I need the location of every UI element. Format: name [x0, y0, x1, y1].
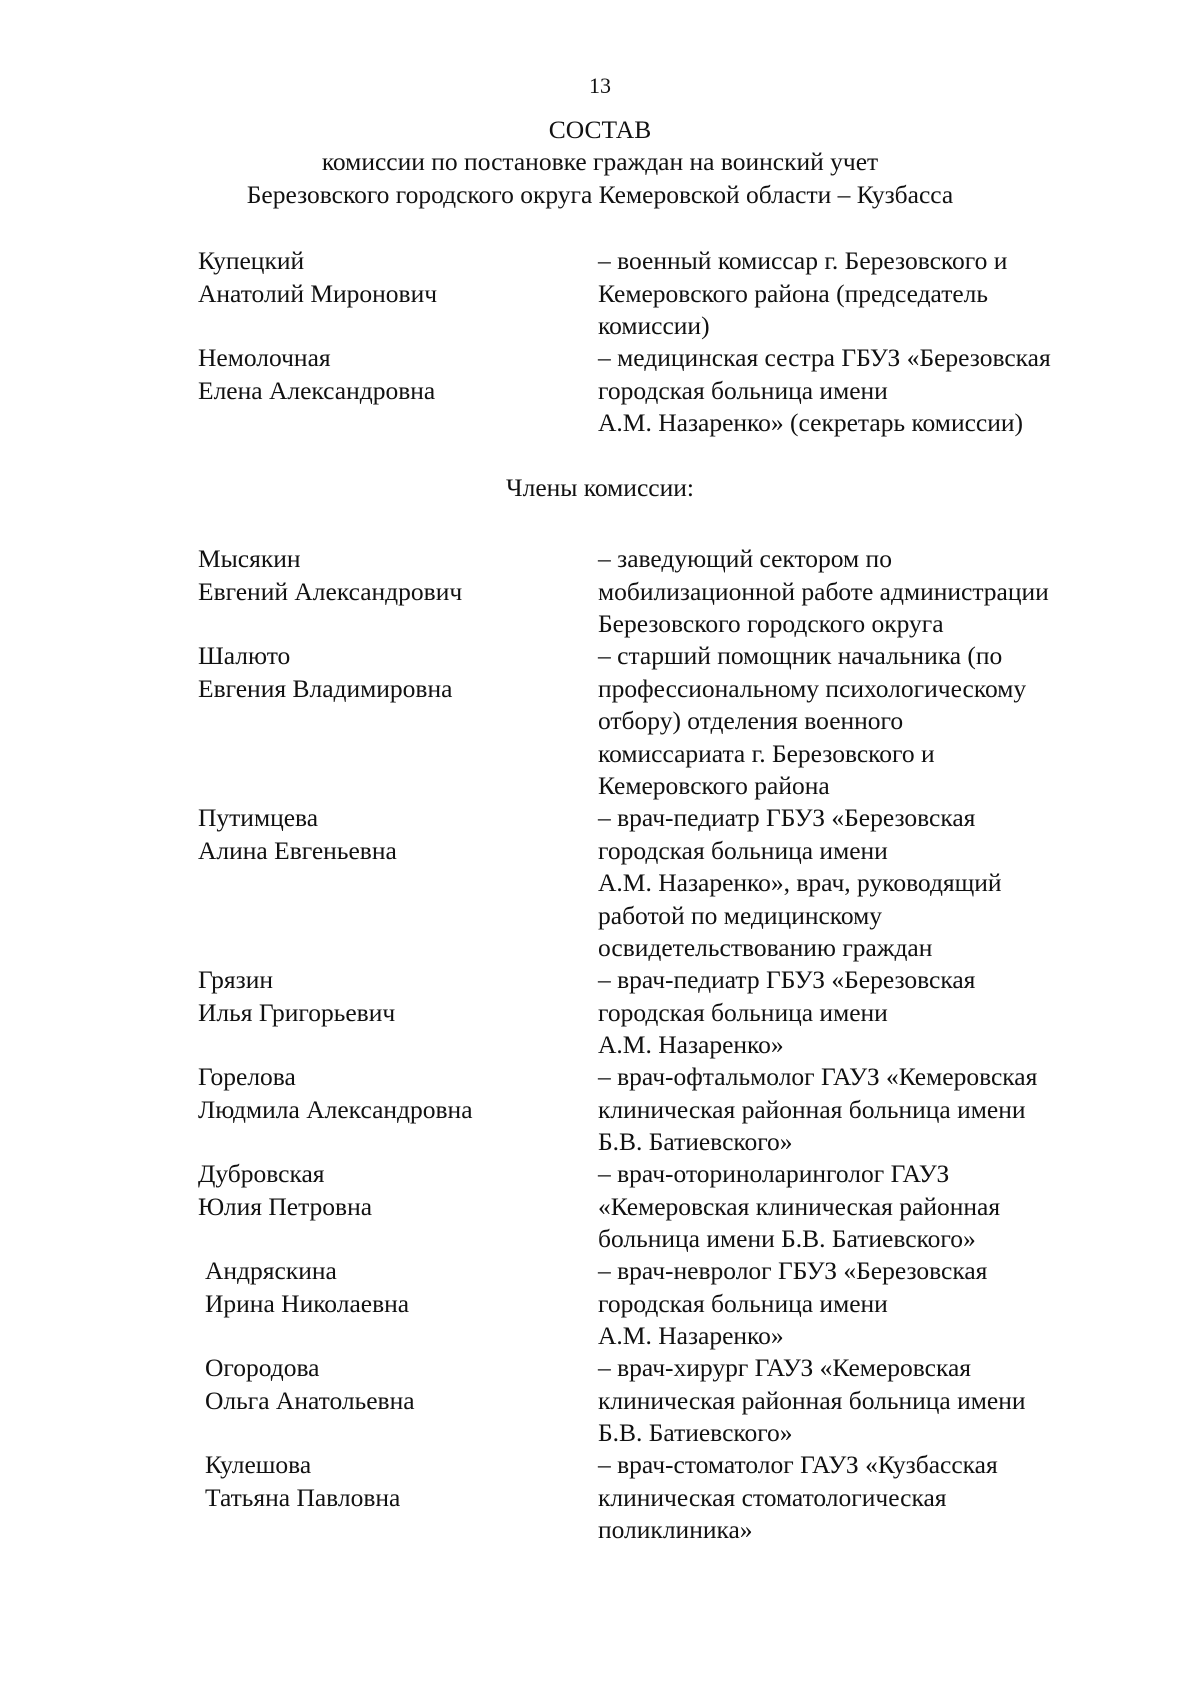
member-role-line: комиссии) [598, 311, 710, 340]
document-subtitle [0, 146, 1200, 211]
member-role-line: поликлиника» [598, 1515, 753, 1544]
member-surname: Огородова [205, 1353, 320, 1382]
member-role [598, 1255, 1118, 1353]
member-role-line: клиническая районная больница имени [598, 1094, 1026, 1124]
member-role-line: А.М. Назаренко» (секретарь комиссии) [598, 408, 1024, 437]
member-name [198, 640, 578, 705]
member-role [598, 802, 1118, 965]
member-surname: Горелова [198, 1062, 296, 1091]
member-role-line: Кемеровского района [598, 771, 830, 800]
member-name [198, 543, 578, 608]
member-role-line: – военный комиссар г. Березовского и [598, 246, 1008, 275]
member-surname: Грязин [198, 965, 273, 994]
member-role [598, 245, 1118, 343]
member-role-line: – медицинская сестра ГБУЗ «Березовская [598, 343, 1051, 372]
member-role-line: А.М. Назаренко» [598, 1030, 784, 1059]
member-role-line: городская больница имени [598, 835, 888, 865]
member-role-line: освидетельствованию граждан [598, 933, 933, 962]
member-given-names: Юлия Петровна [198, 1191, 373, 1221]
member-given-names: Людмила Александровна [198, 1094, 473, 1124]
member-role-line: Березовского городского округа [598, 609, 944, 638]
member-role-line: отбору) отделения военного [598, 706, 904, 735]
member-role-line: городская больница имени [598, 1288, 888, 1318]
member-role [598, 1449, 1118, 1547]
member-role [598, 1158, 1118, 1256]
page-number: 13 [589, 73, 611, 98]
member-surname: Мысякин [198, 544, 301, 573]
member-role [598, 342, 1118, 440]
member-role-line: Б.В. Батиевского» [598, 1127, 793, 1156]
member-name [205, 1255, 585, 1320]
member-role [598, 543, 1118, 641]
member-role-line: городская больница имени [598, 997, 888, 1027]
member-surname: Немолочная [198, 343, 331, 372]
member-role [598, 640, 1118, 803]
member-name [198, 1158, 578, 1223]
members-heading: Члены комиссии: [506, 473, 694, 502]
member-role-line: – врач-хирург ГАУЗ «Кемеровская [598, 1353, 971, 1382]
member-surname: Дубровская [198, 1159, 325, 1188]
member-name [205, 1352, 585, 1417]
member-surname: Путимцева [198, 803, 319, 832]
member-given-names: Анатолий Миронович [198, 278, 438, 308]
member-role-line: – врач-офтальмолог ГАУЗ «Кемеровская [598, 1062, 1038, 1091]
member-role-line: – врач-невролог ГБУЗ «Березовская [598, 1256, 988, 1285]
member-role-line: городская больница имени [598, 375, 888, 405]
member-role-line: – врач-педиатр ГБУЗ «Березовская [598, 965, 976, 994]
member-name [198, 964, 578, 1029]
member-role-line: А.М. Назаренко» [598, 1321, 784, 1350]
member-role-line: профессиональному психологическому [598, 673, 1027, 703]
member-given-names: Елена Александровна [198, 375, 436, 405]
member-role-line: мобилизационной работе администрации [598, 576, 1049, 606]
member-given-names: Евгения Владимировна [198, 673, 453, 703]
member-given-names: Илья Григорьевич [198, 997, 396, 1027]
member-role [598, 964, 1118, 1062]
member-role-line: – врач-педиатр ГБУЗ «Березовская [598, 803, 976, 832]
member-name [198, 802, 578, 867]
member-given-names: Евгений Александрович [198, 576, 463, 606]
member-given-names: Татьяна Павловна [205, 1482, 401, 1512]
member-role-line: – заведующий сектором по [598, 544, 892, 573]
subtitle-line: комиссии по постановке граждан на воинский учет [321, 147, 879, 176]
subtitle-line: Березовского городского округа Кемеровской области – Кузбасса [246, 179, 954, 209]
member-role-line: – старший помощник начальника (по [598, 641, 1003, 670]
member-role-line: – врач-стоматолог ГАУЗ «Кузбасская [598, 1450, 998, 1479]
member-name [198, 342, 578, 407]
member-surname: Андряскина [205, 1256, 337, 1285]
member-name [205, 1449, 585, 1514]
member-role-line: «Кемеровская клиническая районная [598, 1191, 1001, 1221]
member-name [198, 1061, 578, 1126]
member-surname: Купецкий [198, 246, 305, 275]
member-given-names: Ольга Анатольевна [205, 1385, 415, 1415]
member-given-names: Алина Евгеньевна [198, 835, 397, 865]
member-role-line: клиническая стоматологическая [598, 1482, 947, 1512]
member-surname: Кулешова [205, 1450, 312, 1479]
member-role-line: Б.В. Батиевского» [598, 1418, 793, 1447]
member-role-line: работой по медицинскому [598, 900, 883, 930]
member-role-line: клиническая районная больница имени [598, 1385, 1026, 1415]
member-given-names: Ирина Николаевна [205, 1288, 410, 1318]
member-role [598, 1352, 1118, 1450]
document-title: СОСТАВ [548, 115, 652, 144]
member-surname: Шалюто [198, 641, 291, 670]
member-role-line: больница имени Б.В. Батиевского» [598, 1224, 976, 1253]
member-role-line: комиссариата г. Березовского и [598, 738, 935, 768]
member-name [198, 245, 578, 310]
member-role-line: Кемеровского района (председатель [598, 278, 989, 308]
member-role [598, 1061, 1118, 1159]
member-role-line: А.М. Назаренко», врач, руководящий [598, 868, 1002, 897]
member-role-line: – врач-оториноларинголог ГАУЗ [598, 1159, 950, 1188]
